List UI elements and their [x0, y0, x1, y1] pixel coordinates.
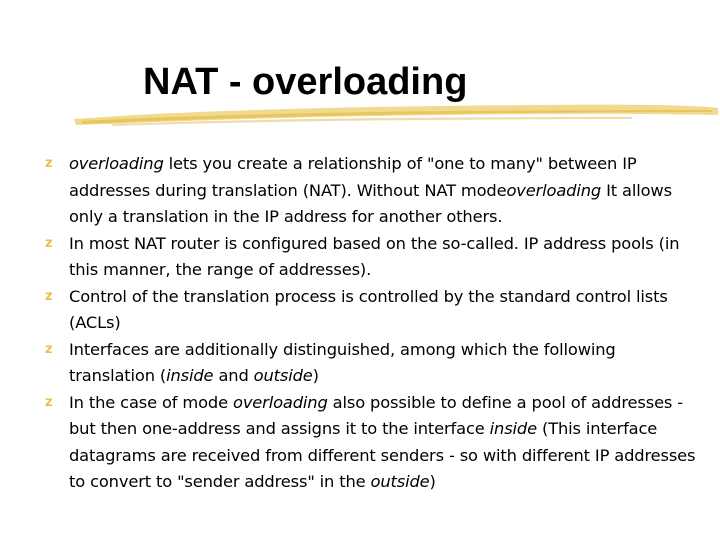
bullet-item [45, 284, 705, 337]
emphasis-text: inside [489, 419, 537, 438]
bullet-item [45, 231, 705, 284]
bullet-text: It allows only a translation in the IP address for another others. [69, 180, 672, 226]
bullet-text: ) [312, 366, 319, 385]
slide-title: NAT - overloading [143, 61, 468, 103]
bullet-text: ) [429, 472, 436, 491]
bullet-text: and [213, 366, 254, 385]
bullet-item [45, 151, 705, 231]
bullet-text: also possible to define a pool of addresses - but then one-address and assigns it to the interface [69, 392, 684, 438]
z-bullet-icon: z [45, 341, 53, 357]
bullet-text: (This interface datagrams are received from different senders - so with different IP addresses to convert to "sender address" in the [69, 419, 696, 491]
emphasis-text: overloading [233, 392, 328, 412]
emphasis-text: overloading [69, 154, 164, 173]
bullet-item [45, 390, 705, 496]
bullet-item [45, 337, 705, 390]
bullet-list [45, 151, 705, 496]
z-bullet-icon: z [45, 235, 53, 251]
bullet-text: Control of the translation process is controlled by the standard control lists (ACLs) [69, 286, 668, 332]
emphasis-text: overloading [506, 180, 602, 200]
emphasis-text: outside [253, 366, 313, 385]
bullet-text: lets you create a relationship of "one to many" between IP addresses during translation (NAT). Without NAT mode [69, 154, 637, 200]
emphasis-text: inside [166, 366, 214, 385]
bullet-text: Interfaces are additionally distinguished, among which the following translation ( [69, 339, 616, 385]
z-bullet-icon: z [45, 288, 53, 304]
bullet-text: In the case of mode [69, 392, 234, 412]
z-bullet-icon: z [45, 156, 53, 171]
z-bullet-icon: z [45, 394, 53, 410]
title-underline-brush [72, 100, 720, 136]
bullet-text: In most NAT router is configured based on the so-called. IP address pools (in this manner, the range of addresses). [69, 233, 680, 279]
emphasis-text: outside [370, 472, 430, 491]
